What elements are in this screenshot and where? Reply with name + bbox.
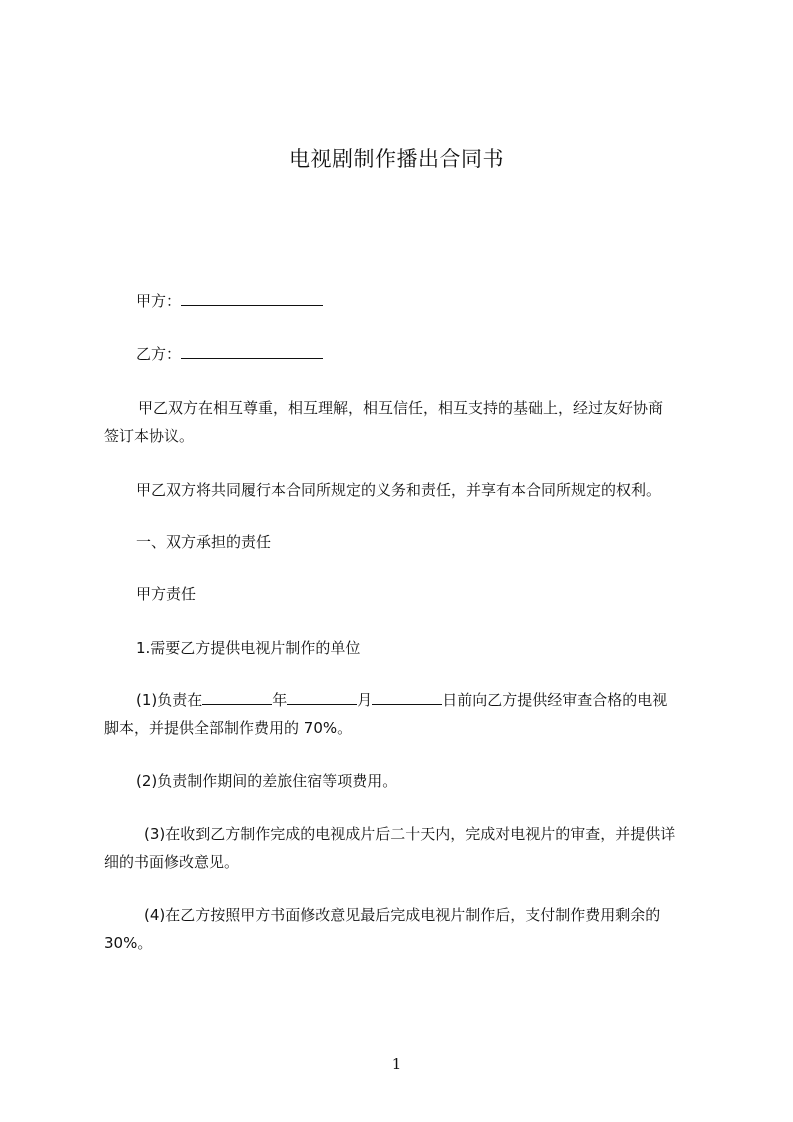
- clause-1-line-2: 脚本，并提供全部制作费用的 70%。: [104, 719, 353, 737]
- intro-line-2: 签订本协议。: [104, 427, 195, 445]
- clause-4-line-1: (4)在乙方按照甲方书面修改意见最后完成电视片制作后，支付制作费用剩余的: [144, 906, 661, 924]
- obligation-statement: 甲乙双方将共同履行本合同所规定的义务和责任，并享有本合同所规定的权利。: [136, 481, 662, 499]
- party-b-blank: [181, 344, 323, 359]
- clause-1-prefix: (1)负责在: [136, 691, 203, 709]
- clause-1-suffix: 日前向乙方提供经审查合格的电视: [442, 691, 668, 709]
- party-a-duties-heading: 甲方责任: [136, 585, 197, 603]
- clause-1-line-1: [136, 688, 667, 712]
- page-number: 1: [391, 1055, 402, 1073]
- clause-2: (2)负责制作期间的差旅住宿等项费用。: [136, 772, 398, 790]
- clause-3-line-2: 细的书面修改意见。: [104, 853, 240, 871]
- intro-line-1: 甲乙双方在相互尊重，相互理解，相互信任，相互支持的基础上，经过友好协商: [138, 399, 664, 417]
- item-1-heading: 1.需要乙方提供电视片制作的单位: [136, 639, 361, 657]
- party-b-line: [136, 342, 323, 366]
- clause-4-line-2: 30%。: [104, 934, 153, 952]
- day-blank: [372, 690, 442, 705]
- year-label: 年: [272, 691, 288, 709]
- party-a-label: 甲方：: [136, 292, 182, 310]
- section-1-heading: 一、双方承担的责任: [136, 533, 272, 551]
- year-blank: [202, 690, 272, 705]
- party-a-line: [136, 289, 323, 313]
- party-b-label: 乙方：: [136, 345, 182, 363]
- document-title: 电视剧制作播出合同书: [289, 147, 504, 171]
- month-label: 月: [357, 691, 373, 709]
- clause-3-line-1: (3)在收到乙方制作完成的电视成片后二十天内，完成对电视片的审查，并提供详: [144, 825, 676, 843]
- month-blank: [287, 690, 357, 705]
- party-a-blank: [181, 291, 323, 306]
